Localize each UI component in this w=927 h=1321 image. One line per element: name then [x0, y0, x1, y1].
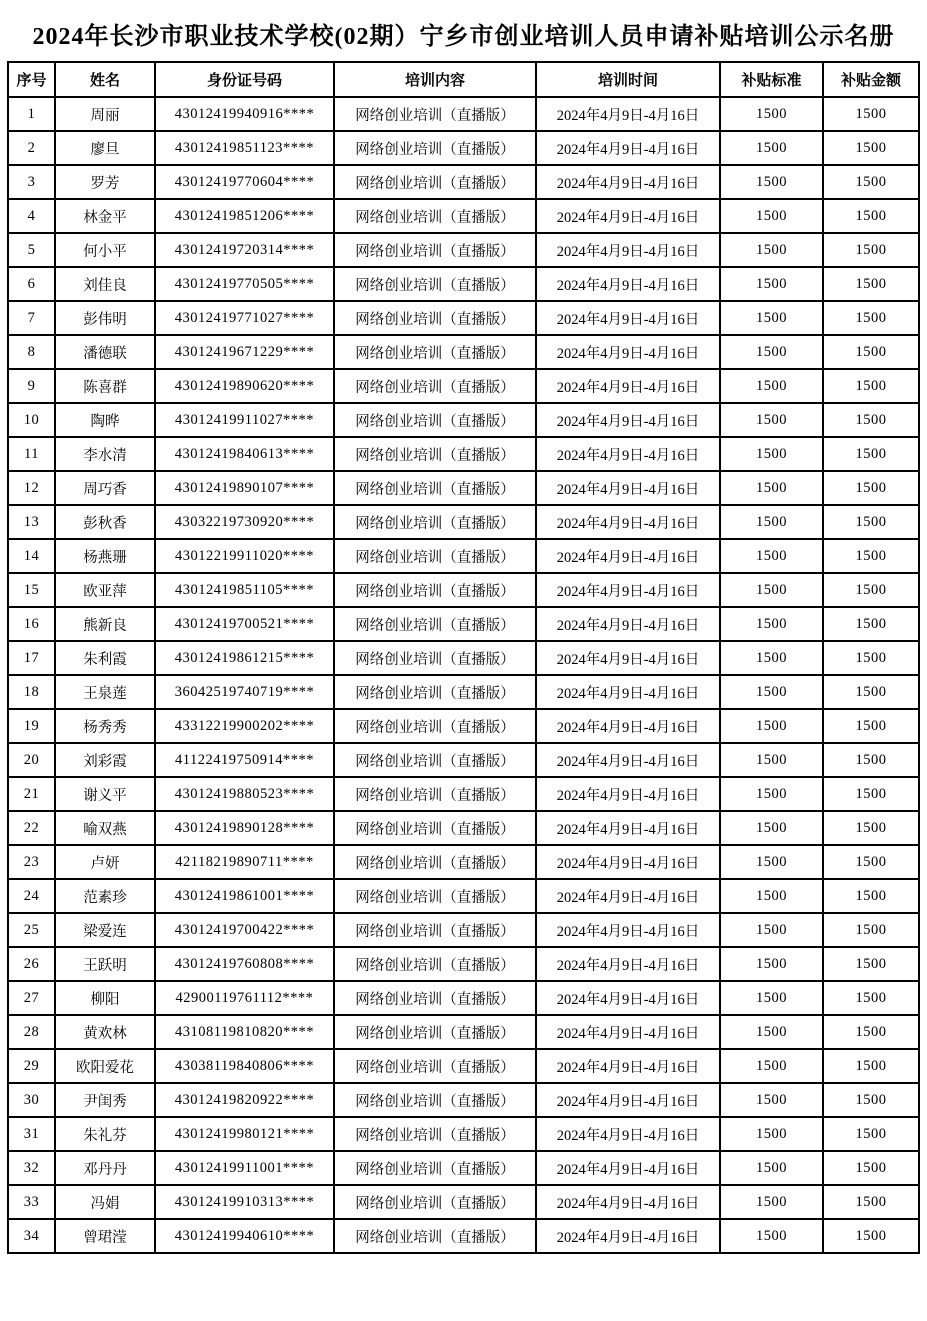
training-content-cell: 网络创业培训（直播版）	[334, 131, 536, 165]
table-row	[8, 709, 919, 743]
training-time-cell: 2024年4月9日-4月16日	[536, 369, 720, 403]
subsidy-amount-cell: 1500	[823, 1151, 919, 1185]
subsidy-standard-cell: 1500	[720, 1185, 823, 1219]
table-row	[8, 1185, 919, 1219]
training-time-cell: 2024年4月9日-4月16日	[536, 1185, 720, 1219]
table-row	[8, 1049, 919, 1083]
serial-cell: 7	[8, 301, 55, 335]
column-header-id-number: 身份证号码	[155, 62, 334, 97]
table-row	[8, 777, 919, 811]
subsidy-amount-cell: 1500	[823, 947, 919, 981]
training-content-cell: 网络创业培训（直播版）	[334, 947, 536, 981]
training-time-cell: 2024年4月9日-4月16日	[536, 233, 720, 267]
serial-cell: 13	[8, 505, 55, 539]
name-cell: 喻双燕	[55, 811, 155, 845]
serial-cell: 9	[8, 369, 55, 403]
subsidy-standard-cell: 1500	[720, 947, 823, 981]
table-row	[8, 811, 919, 845]
name-cell: 谢义平	[55, 777, 155, 811]
id-number-cell: 43012419720314****	[155, 233, 334, 267]
subsidy-amount-cell: 1500	[823, 607, 919, 641]
table-row	[8, 1219, 919, 1253]
id-number-cell: 43032219730920****	[155, 505, 334, 539]
table-row	[8, 403, 919, 437]
id-number-cell: 43012419980121****	[155, 1117, 334, 1151]
name-cell: 欧阳爱花	[55, 1049, 155, 1083]
subsidy-standard-cell: 1500	[720, 573, 823, 607]
id-number-cell: 43012419910313****	[155, 1185, 334, 1219]
serial-cell: 19	[8, 709, 55, 743]
subsidy-amount-cell: 1500	[823, 403, 919, 437]
subsidy-amount-cell: 1500	[823, 131, 919, 165]
subsidy-standard-cell: 1500	[720, 709, 823, 743]
training-content-cell: 网络创业培训（直播版）	[334, 641, 536, 675]
id-number-cell: 43012419700521****	[155, 607, 334, 641]
subsidy-amount-cell: 1500	[823, 1083, 919, 1117]
subsidy-standard-cell: 1500	[720, 777, 823, 811]
id-number-cell: 42118219890711****	[155, 845, 334, 879]
training-time-cell: 2024年4月9日-4月16日	[536, 1219, 720, 1253]
training-time-cell: 2024年4月9日-4月16日	[536, 1117, 720, 1151]
table-row	[8, 947, 919, 981]
table-row	[8, 607, 919, 641]
id-number-cell: 43312219900202****	[155, 709, 334, 743]
serial-cell: 27	[8, 981, 55, 1015]
training-time-cell: 2024年4月9日-4月16日	[536, 981, 720, 1015]
subsidy-standard-cell: 1500	[720, 539, 823, 573]
training-content-cell: 网络创业培训（直播版）	[334, 165, 536, 199]
subsidy-amount-cell: 1500	[823, 437, 919, 471]
training-content-cell: 网络创业培训（直播版）	[334, 1083, 536, 1117]
table-row	[8, 437, 919, 471]
training-time-cell: 2024年4月9日-4月16日	[536, 607, 720, 641]
table-row	[8, 131, 919, 165]
training-content-cell: 网络创业培训（直播版）	[334, 301, 536, 335]
subsidy-amount-cell: 1500	[823, 573, 919, 607]
serial-cell: 21	[8, 777, 55, 811]
id-number-cell: 43012419911027****	[155, 403, 334, 437]
serial-cell: 17	[8, 641, 55, 675]
id-number-cell: 41122419750914****	[155, 743, 334, 777]
id-number-cell: 43012419890620****	[155, 369, 334, 403]
training-time-cell: 2024年4月9日-4月16日	[536, 1083, 720, 1117]
subsidy-standard-cell: 1500	[720, 471, 823, 505]
serial-cell: 14	[8, 539, 55, 573]
subsidy-amount-cell: 1500	[823, 675, 919, 709]
serial-cell: 32	[8, 1151, 55, 1185]
subsidy-amount-cell: 1500	[823, 199, 919, 233]
subsidy-standard-cell: 1500	[720, 913, 823, 947]
subsidy-amount-cell: 1500	[823, 1015, 919, 1049]
id-number-cell: 43012419880523****	[155, 777, 334, 811]
header-row	[8, 62, 919, 97]
serial-cell: 26	[8, 947, 55, 981]
subsidy-amount-cell: 1500	[823, 301, 919, 335]
serial-cell: 11	[8, 437, 55, 471]
column-header-training-content: 培训内容	[334, 62, 536, 97]
name-cell: 杨秀秀	[55, 709, 155, 743]
name-cell: 何小平	[55, 233, 155, 267]
subsidy-amount-cell: 1500	[823, 1185, 919, 1219]
table-row	[8, 301, 919, 335]
table-row	[8, 675, 919, 709]
subsidy-standard-cell: 1500	[720, 981, 823, 1015]
table-row	[8, 539, 919, 573]
training-time-cell: 2024年4月9日-4月16日	[536, 641, 720, 675]
subsidy-amount-cell: 1500	[823, 505, 919, 539]
subsidy-standard-cell: 1500	[720, 131, 823, 165]
training-time-cell: 2024年4月9日-4月16日	[536, 1015, 720, 1049]
table-row	[8, 879, 919, 913]
id-number-cell: 43012219911020****	[155, 539, 334, 573]
training-time-cell: 2024年4月9日-4月16日	[536, 403, 720, 437]
training-content-cell: 网络创业培训（直播版）	[334, 1185, 536, 1219]
subsidy-amount-cell: 1500	[823, 845, 919, 879]
serial-cell: 12	[8, 471, 55, 505]
id-number-cell: 43012419911001****	[155, 1151, 334, 1185]
serial-cell: 29	[8, 1049, 55, 1083]
column-header-training-time: 培训时间	[536, 62, 720, 97]
training-time-cell: 2024年4月9日-4月16日	[536, 1151, 720, 1185]
name-cell: 熊新良	[55, 607, 155, 641]
name-cell: 彭秋香	[55, 505, 155, 539]
name-cell: 曾珺滢	[55, 1219, 155, 1253]
subsidy-amount-cell: 1500	[823, 879, 919, 913]
table-row	[8, 471, 919, 505]
id-number-cell: 43012419820922****	[155, 1083, 334, 1117]
serial-cell: 20	[8, 743, 55, 777]
training-content-cell: 网络创业培训（直播版）	[334, 437, 536, 471]
subsidy-amount-cell: 1500	[823, 335, 919, 369]
table-row	[8, 267, 919, 301]
subsidy-standard-cell: 1500	[720, 335, 823, 369]
subsidy-standard-cell: 1500	[720, 811, 823, 845]
name-cell: 梁爱连	[55, 913, 155, 947]
serial-cell: 24	[8, 879, 55, 913]
subsidy-amount-cell: 1500	[823, 1117, 919, 1151]
serial-cell: 18	[8, 675, 55, 709]
table-row	[8, 641, 919, 675]
subsidy-amount-cell: 1500	[823, 641, 919, 675]
training-time-cell: 2024年4月9日-4月16日	[536, 335, 720, 369]
id-number-cell: 36042519740719****	[155, 675, 334, 709]
subsidy-standard-cell: 1500	[720, 1049, 823, 1083]
training-time-cell: 2024年4月9日-4月16日	[536, 437, 720, 471]
subsidy-amount-cell: 1500	[823, 709, 919, 743]
subsidy-standard-cell: 1500	[720, 879, 823, 913]
training-content-cell: 网络创业培训（直播版）	[334, 335, 536, 369]
training-time-cell: 2024年4月9日-4月16日	[536, 505, 720, 539]
id-number-cell: 43012419940610****	[155, 1219, 334, 1253]
name-cell: 朱利霞	[55, 641, 155, 675]
id-number-cell: 43012419940916****	[155, 97, 334, 131]
training-content-cell: 网络创业培训（直播版）	[334, 233, 536, 267]
id-number-cell: 43012419840613****	[155, 437, 334, 471]
subsidy-standard-cell: 1500	[720, 1117, 823, 1151]
id-number-cell: 43012419890107****	[155, 471, 334, 505]
serial-cell: 5	[8, 233, 55, 267]
subsidy-amount-cell: 1500	[823, 981, 919, 1015]
training-content-cell: 网络创业培训（直播版）	[334, 1049, 536, 1083]
subsidy-standard-cell: 1500	[720, 641, 823, 675]
id-number-cell: 43012419851105****	[155, 573, 334, 607]
training-content-cell: 网络创业培训（直播版）	[334, 879, 536, 913]
name-cell: 柳阳	[55, 981, 155, 1015]
subsidy-standard-cell: 1500	[720, 369, 823, 403]
training-content-cell: 网络创业培训（直播版）	[334, 1219, 536, 1253]
name-cell: 陈喜群	[55, 369, 155, 403]
training-content-cell: 网络创业培训（直播版）	[334, 1015, 536, 1049]
training-content-cell: 网络创业培训（直播版）	[334, 1151, 536, 1185]
name-cell: 彭伟明	[55, 301, 155, 335]
subsidy-standard-cell: 1500	[720, 1083, 823, 1117]
training-time-cell: 2024年4月9日-4月16日	[536, 131, 720, 165]
training-time-cell: 2024年4月9日-4月16日	[536, 573, 720, 607]
roster-table	[7, 61, 920, 1254]
training-content-cell: 网络创业培训（直播版）	[334, 913, 536, 947]
training-content-cell: 网络创业培训（直播版）	[334, 471, 536, 505]
name-cell: 刘彩霞	[55, 743, 155, 777]
id-number-cell: 43012419700422****	[155, 913, 334, 947]
serial-cell: 6	[8, 267, 55, 301]
training-time-cell: 2024年4月9日-4月16日	[536, 811, 720, 845]
subsidy-amount-cell: 1500	[823, 1219, 919, 1253]
training-time-cell: 2024年4月9日-4月16日	[536, 471, 720, 505]
training-content-cell: 网络创业培训（直播版）	[334, 981, 536, 1015]
table-row	[8, 335, 919, 369]
id-number-cell: 43108119810820****	[155, 1015, 334, 1049]
serial-cell: 2	[8, 131, 55, 165]
table-row	[8, 165, 919, 199]
training-content-cell: 网络创业培训（直播版）	[334, 403, 536, 437]
training-content-cell: 网络创业培训（直播版）	[334, 777, 536, 811]
id-number-cell: 43012419760808****	[155, 947, 334, 981]
name-cell: 王跃明	[55, 947, 155, 981]
column-header-subsidy-standard: 补贴标准	[720, 62, 823, 97]
name-cell: 罗芳	[55, 165, 155, 199]
name-cell: 卢妍	[55, 845, 155, 879]
name-cell: 陶晔	[55, 403, 155, 437]
training-content-cell: 网络创业培训（直播版）	[334, 607, 536, 641]
training-time-cell: 2024年4月9日-4月16日	[536, 199, 720, 233]
serial-cell: 34	[8, 1219, 55, 1253]
name-cell: 范素珍	[55, 879, 155, 913]
training-time-cell: 2024年4月9日-4月16日	[536, 165, 720, 199]
training-time-cell: 2024年4月9日-4月16日	[536, 777, 720, 811]
training-content-cell: 网络创业培训（直播版）	[334, 845, 536, 879]
id-number-cell: 43012419861215****	[155, 641, 334, 675]
subsidy-standard-cell: 1500	[720, 403, 823, 437]
table-header	[8, 62, 919, 97]
subsidy-standard-cell: 1500	[720, 165, 823, 199]
serial-cell: 15	[8, 573, 55, 607]
name-cell: 廖旦	[55, 131, 155, 165]
training-time-cell: 2024年4月9日-4月16日	[536, 267, 720, 301]
subsidy-amount-cell: 1500	[823, 369, 919, 403]
name-cell: 黄欢林	[55, 1015, 155, 1049]
subsidy-standard-cell: 1500	[720, 199, 823, 233]
serial-cell: 3	[8, 165, 55, 199]
training-content-cell: 网络创业培训（直播版）	[334, 505, 536, 539]
name-cell: 邓丹丹	[55, 1151, 155, 1185]
subsidy-amount-cell: 1500	[823, 233, 919, 267]
table-row	[8, 743, 919, 777]
subsidy-standard-cell: 1500	[720, 301, 823, 335]
serial-cell: 23	[8, 845, 55, 879]
subsidy-amount-cell: 1500	[823, 811, 919, 845]
serial-cell: 33	[8, 1185, 55, 1219]
serial-cell: 28	[8, 1015, 55, 1049]
subsidy-standard-cell: 1500	[720, 675, 823, 709]
subsidy-standard-cell: 1500	[720, 505, 823, 539]
subsidy-amount-cell: 1500	[823, 97, 919, 131]
training-time-cell: 2024年4月9日-4月16日	[536, 97, 720, 131]
training-time-cell: 2024年4月9日-4月16日	[536, 709, 720, 743]
serial-cell: 31	[8, 1117, 55, 1151]
table-row	[8, 1151, 919, 1185]
name-cell: 王泉莲	[55, 675, 155, 709]
subsidy-amount-cell: 1500	[823, 913, 919, 947]
training-content-cell: 网络创业培训（直播版）	[334, 369, 536, 403]
subsidy-amount-cell: 1500	[823, 165, 919, 199]
training-time-cell: 2024年4月9日-4月16日	[536, 1049, 720, 1083]
name-cell: 林金平	[55, 199, 155, 233]
table-row	[8, 1117, 919, 1151]
id-number-cell: 43012419851123****	[155, 131, 334, 165]
training-content-cell: 网络创业培训（直播版）	[334, 1117, 536, 1151]
id-number-cell: 43012419771027****	[155, 301, 334, 335]
serial-cell: 1	[8, 97, 55, 131]
id-number-cell: 43012419671229****	[155, 335, 334, 369]
training-content-cell: 网络创业培训（直播版）	[334, 539, 536, 573]
name-cell: 潘德联	[55, 335, 155, 369]
name-cell: 周巧香	[55, 471, 155, 505]
subsidy-amount-cell: 1500	[823, 539, 919, 573]
subsidy-standard-cell: 1500	[720, 233, 823, 267]
serial-cell: 8	[8, 335, 55, 369]
training-time-cell: 2024年4月9日-4月16日	[536, 845, 720, 879]
subsidy-standard-cell: 1500	[720, 1219, 823, 1253]
training-content-cell: 网络创业培训（直播版）	[334, 199, 536, 233]
training-time-cell: 2024年4月9日-4月16日	[536, 539, 720, 573]
table-row	[8, 1015, 919, 1049]
training-content-cell: 网络创业培训（直播版）	[334, 675, 536, 709]
training-time-cell: 2024年4月9日-4月16日	[536, 913, 720, 947]
column-header-subsidy-amount: 补贴金额	[823, 62, 919, 97]
serial-cell: 22	[8, 811, 55, 845]
serial-cell: 10	[8, 403, 55, 437]
table-row	[8, 981, 919, 1015]
training-time-cell: 2024年4月9日-4月16日	[536, 879, 720, 913]
serial-cell: 30	[8, 1083, 55, 1117]
subsidy-standard-cell: 1500	[720, 97, 823, 131]
table-row	[8, 505, 919, 539]
table-row	[8, 233, 919, 267]
subsidy-amount-cell: 1500	[823, 777, 919, 811]
training-content-cell: 网络创业培训（直播版）	[334, 97, 536, 131]
id-number-cell: 43012419851206****	[155, 199, 334, 233]
training-content-cell: 网络创业培训（直播版）	[334, 811, 536, 845]
table-row	[8, 573, 919, 607]
training-content-cell: 网络创业培训（直播版）	[334, 573, 536, 607]
id-number-cell: 42900119761112****	[155, 981, 334, 1015]
id-number-cell: 43012419861001****	[155, 879, 334, 913]
subsidy-standard-cell: 1500	[720, 437, 823, 471]
name-cell: 李水清	[55, 437, 155, 471]
subsidy-standard-cell: 1500	[720, 845, 823, 879]
subsidy-standard-cell: 1500	[720, 1151, 823, 1185]
name-cell: 朱礼芬	[55, 1117, 155, 1151]
column-header-name: 姓名	[55, 62, 155, 97]
training-content-cell: 网络创业培训（直播版）	[334, 709, 536, 743]
training-time-cell: 2024年4月9日-4月16日	[536, 675, 720, 709]
subsidy-standard-cell: 1500	[720, 607, 823, 641]
training-content-cell: 网络创业培训（直播版）	[334, 743, 536, 777]
table-row	[8, 97, 919, 131]
training-time-cell: 2024年4月9日-4月16日	[536, 947, 720, 981]
subsidy-standard-cell: 1500	[720, 1015, 823, 1049]
table-row	[8, 369, 919, 403]
name-cell: 冯娟	[55, 1185, 155, 1219]
table-row	[8, 199, 919, 233]
subsidy-standard-cell: 1500	[720, 743, 823, 777]
training-time-cell: 2024年4月9日-4月16日	[536, 743, 720, 777]
training-content-cell: 网络创业培训（直播版）	[334, 267, 536, 301]
name-cell: 杨燕珊	[55, 539, 155, 573]
training-time-cell: 2024年4月9日-4月16日	[536, 301, 720, 335]
table-row	[8, 913, 919, 947]
table-row	[8, 1083, 919, 1117]
id-number-cell: 43012419890128****	[155, 811, 334, 845]
subsidy-amount-cell: 1500	[823, 1049, 919, 1083]
serial-cell: 16	[8, 607, 55, 641]
name-cell: 刘佳良	[55, 267, 155, 301]
subsidy-amount-cell: 1500	[823, 471, 919, 505]
table-body	[8, 97, 919, 1253]
name-cell: 尹闺秀	[55, 1083, 155, 1117]
table-row	[8, 845, 919, 879]
column-header-serial: 序号	[8, 62, 55, 97]
serial-cell: 4	[8, 199, 55, 233]
subsidy-amount-cell: 1500	[823, 743, 919, 777]
subsidy-standard-cell: 1500	[720, 267, 823, 301]
id-number-cell: 43012419770604****	[155, 165, 334, 199]
name-cell: 欧亚萍	[55, 573, 155, 607]
id-number-cell: 43012419770505****	[155, 267, 334, 301]
name-cell: 周丽	[55, 97, 155, 131]
subsidy-amount-cell: 1500	[823, 267, 919, 301]
id-number-cell: 43038119840806****	[155, 1049, 334, 1083]
page-title: 2024年长沙市职业技术学校(02期）宁乡市创业培训人员申请补贴培训公示名册	[32, 24, 895, 50]
serial-cell: 25	[8, 913, 55, 947]
